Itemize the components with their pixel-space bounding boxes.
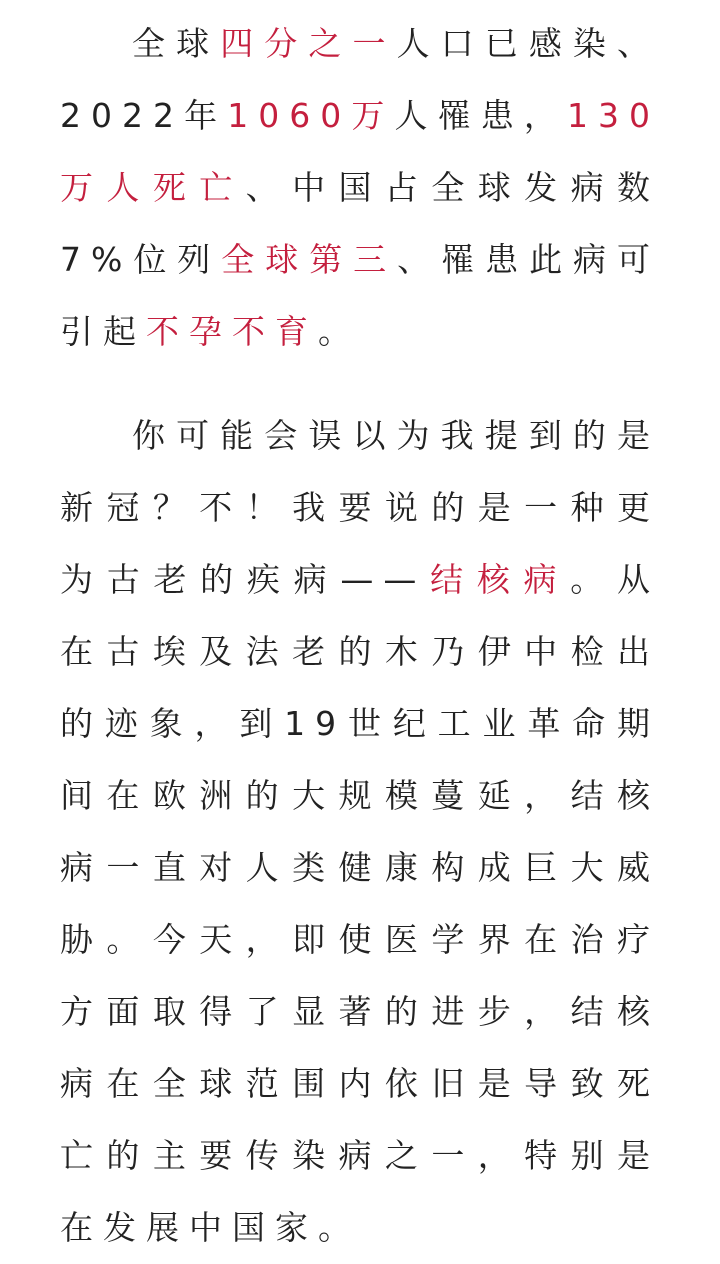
text-run: 全球 [132, 24, 221, 63]
text-run: 。 [318, 312, 361, 351]
text-run: 人罹患， [394, 96, 568, 135]
highlight-run: 1060万 [227, 96, 395, 135]
text-run: 、中国占全球发病数7%位列 [60, 168, 661, 279]
text-run: 、罹患此病可引起 [60, 240, 661, 351]
paragraph-tb-stats [60, 8, 660, 368]
highlight-run: 全球第三 [221, 240, 398, 279]
article-body [60, 8, 660, 1264]
highlight-run: 四分之一 [220, 24, 397, 63]
highlight-run: 结核病 [426, 560, 571, 599]
highlight-run: 不孕不育 [146, 312, 318, 351]
highlight-run: 130万人死亡 [60, 96, 661, 207]
text-run: 人口已感染、2022年 [60, 24, 661, 135]
text-run: 。从在古埃及法老的木乃伊中检出的迹象，到19世纪工业革命期间在欧洲的大规模蔓延，结核病一直对人类健康构成巨大威胁。今天，即使医学界在治疗方面取得了显著的进步，结核病在全球范围内依旧是导致死亡的主要传染病之一，特别是在发展中国家。 [60, 560, 661, 1247]
text-run: 你可能会误以为我提到的是新冠？不！我要说的是一种更为古老的疾病—— [60, 416, 660, 599]
paragraph-tb-history [60, 400, 660, 1264]
